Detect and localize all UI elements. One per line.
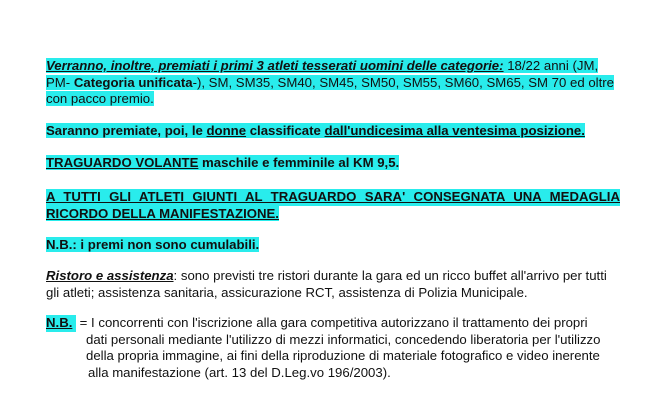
nb-line1: I concorrenti con l'iscrizione alla gara competitiva autorizzano il trattamento dei propri <box>91 315 588 330</box>
traguardo-rest: maschile e femminile al KM 9,5. <box>198 155 400 170</box>
prizes-categories: -), SM, SM35, SM40, SM45, SM50, SM55, SM60, SM65, SM 70 ed oltre <box>192 74 614 90</box>
nb-eq: = <box>76 315 92 330</box>
ristoro-label: Ristoro e assistenza <box>46 268 174 283</box>
women-donne: donne <box>206 123 247 138</box>
medaglia-line2: RICORDO DELLA MANIFESTAZIONE. <box>46 205 279 221</box>
prizes-age-range: 18/22 anni (JM, <box>503 58 599 73</box>
prizes-paragraph <box>46 58 620 108</box>
nb-privacy-paragraph <box>46 315 620 381</box>
nb-cumulabili-paragraph <box>46 237 618 254</box>
nb-line3: della propria immagine, ai fini della riproduzione di materiale fotografico e video inerente <box>86 348 600 363</box>
women-pre: Saranno premiate, poi, le <box>46 123 207 138</box>
medaglia-paragraph <box>46 189 620 222</box>
nb-label: N.B. <box>46 315 76 332</box>
ristoro-line2: gli atleti; assistenza sanitaria, assicurazione RCT, assistenza di Polizia Municipale. <box>46 284 528 300</box>
women-paragraph <box>46 123 618 140</box>
nb-cumulabili: N.B.: i premi non sono cumulabili. <box>46 237 260 252</box>
women-range: dall'undicesima alla ventesima posizione. <box>324 123 585 138</box>
ristoro-paragraph <box>46 268 620 301</box>
ristoro-line1: : sono previsti tre ristori durante la gara ed un ricco buffet all'arrivo per tutti <box>173 268 607 283</box>
medaglia-line1: A TUTTI GLI ATLETI GIUNTI AL TRAGUARDO SARA' CONSEGNATA UNA MEDAGLIA <box>46 189 620 204</box>
nb-line2: dati personali mediante l'utilizzo di mezzi informatici, concedendo liberatoria per l'utilizzo <box>86 331 601 347</box>
nb-line4: alla manifestazione (art. 13 del D.Leg.vo 196/2003). <box>88 364 391 380</box>
prizes-intro: Verranno, inoltre, premiati i primi 3 atleti tesserati uomini delle categorie: <box>46 58 504 73</box>
traguardo-volante: TRAGUARDO VOLANTE <box>46 155 199 170</box>
prizes-unified-category: Categoria unificata <box>73 74 193 90</box>
women-mid: classificate <box>246 123 325 138</box>
traguardo-paragraph <box>46 155 618 172</box>
prizes-pacco: con pacco premio. <box>46 91 154 106</box>
prizes-pm: PM- <box>46 74 74 90</box>
